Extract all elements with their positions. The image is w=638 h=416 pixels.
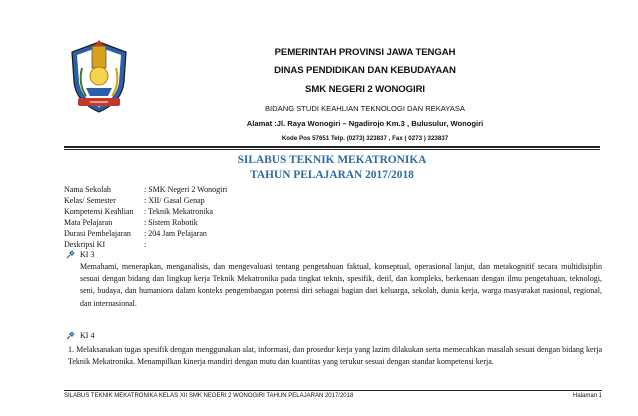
school-info-block <box>64 184 604 250</box>
info-row-ki-description <box>64 239 604 250</box>
letterhead-school: SMK NEGERI 2 WONOGIRI <box>305 84 425 95</box>
syllabus-title: SILABUS TEKNIK MEKATRONIKA <box>237 154 427 166</box>
ki3-text: Memahami, menerapkan, menganalisis, dan mengevaluasi tentang pengetahuan faktual, konseptual, operasional lanjut, dan metakognitif secara multidisiplin sesuai dengan bidang dan lingkup kerja Teknik Mekatronika pada tingkat teknis, spesifik, detil, dan kompleks, berkenaan dengan ilmu pengetahuan, teknologi, seni, budaya, dan humaniora dalam konteks pengembangan potensi diri sebagai bagian dari keluarga, sekolah, dunia kerja, warga masyarakat nasional, regional, dan internasional. <box>80 262 602 308</box>
letterhead-rule-thin <box>64 149 600 150</box>
info-value: : <box>144 240 147 249</box>
ki4-item-1: 1. Melaksanakan tugas spesifik dengan menggunakan alat, informasi, dan prosedur kerja yang lazim dilakukan serta memecahkan masalah sesuai dengan bidang kerja Teknik Mekatronika. Menampilkan kinerja mandiri dengan mutu dan kuantitas yang terukur sesuai dengan standar kompetensi kerja. <box>68 345 602 366</box>
info-value: : 204 Jam Pelajaran <box>144 229 207 238</box>
letterhead-address: Alamat :Jl. Raya Wonogiri – Ngadirojo Km.3 , Bulusulur, Wonogiri <box>246 119 484 128</box>
info-row-competency <box>64 206 604 217</box>
info-row-class <box>64 195 604 206</box>
footer-page-number: Halaman 1 <box>572 393 602 399</box>
ki3-label: KI 3 <box>80 250 95 259</box>
info-label: Nama Sekolah <box>64 185 111 194</box>
info-label: Deskripsi KI <box>64 240 106 249</box>
footer-rule <box>64 390 602 391</box>
ki4-label: KI 4 <box>80 331 95 340</box>
info-value: : SMK Negeri 2 Wonogiri <box>144 185 228 194</box>
info-row-subject <box>64 217 604 228</box>
letterhead-field: BIDANG STUDI KEAHLIAN TEKNOLOGI DAN REKAYASA <box>264 104 466 113</box>
syllabus-year: TAHUN PELAJARAN 2017/2018 <box>250 169 414 181</box>
provincial-emblem-logo <box>64 38 134 116</box>
info-row-duration <box>64 228 604 239</box>
info-label: Durasi Pembelajaran <box>64 229 131 238</box>
info-label: Kelas/ Semester <box>64 196 116 205</box>
letterhead-rule-thick <box>64 146 600 148</box>
info-label: Kompetensi Keahlian <box>64 207 134 216</box>
pushpin-bullet-icon <box>66 331 75 340</box>
info-row-school <box>64 184 604 195</box>
letterhead-department: DINAS PENDIDIKAN DAN KEBUDAYAAN <box>274 65 456 76</box>
info-label: Mata Pelajaran <box>64 218 113 227</box>
footer-document-title: SILABUS TEKNIK MEKATRONIKA KELAS XII SMK NEGERI 2 WONOGIRI TAHUN PELAJARAN 2017/2018 <box>64 393 354 399</box>
info-value: : XII/ Gasal Genap <box>144 196 205 205</box>
letterhead-government: PEMERINTAH PROVINSI JAWA TENGAH <box>274 47 456 58</box>
info-value: : Teknik Mekatronika <box>144 207 214 216</box>
pushpin-bullet-icon <box>66 250 75 259</box>
info-value: : Sistem Robotik <box>144 218 198 227</box>
letterhead-contact: Kode Pos 57651 Telp. (0273) 323837 , Fax ( 0273 ) 323837 <box>281 135 449 142</box>
